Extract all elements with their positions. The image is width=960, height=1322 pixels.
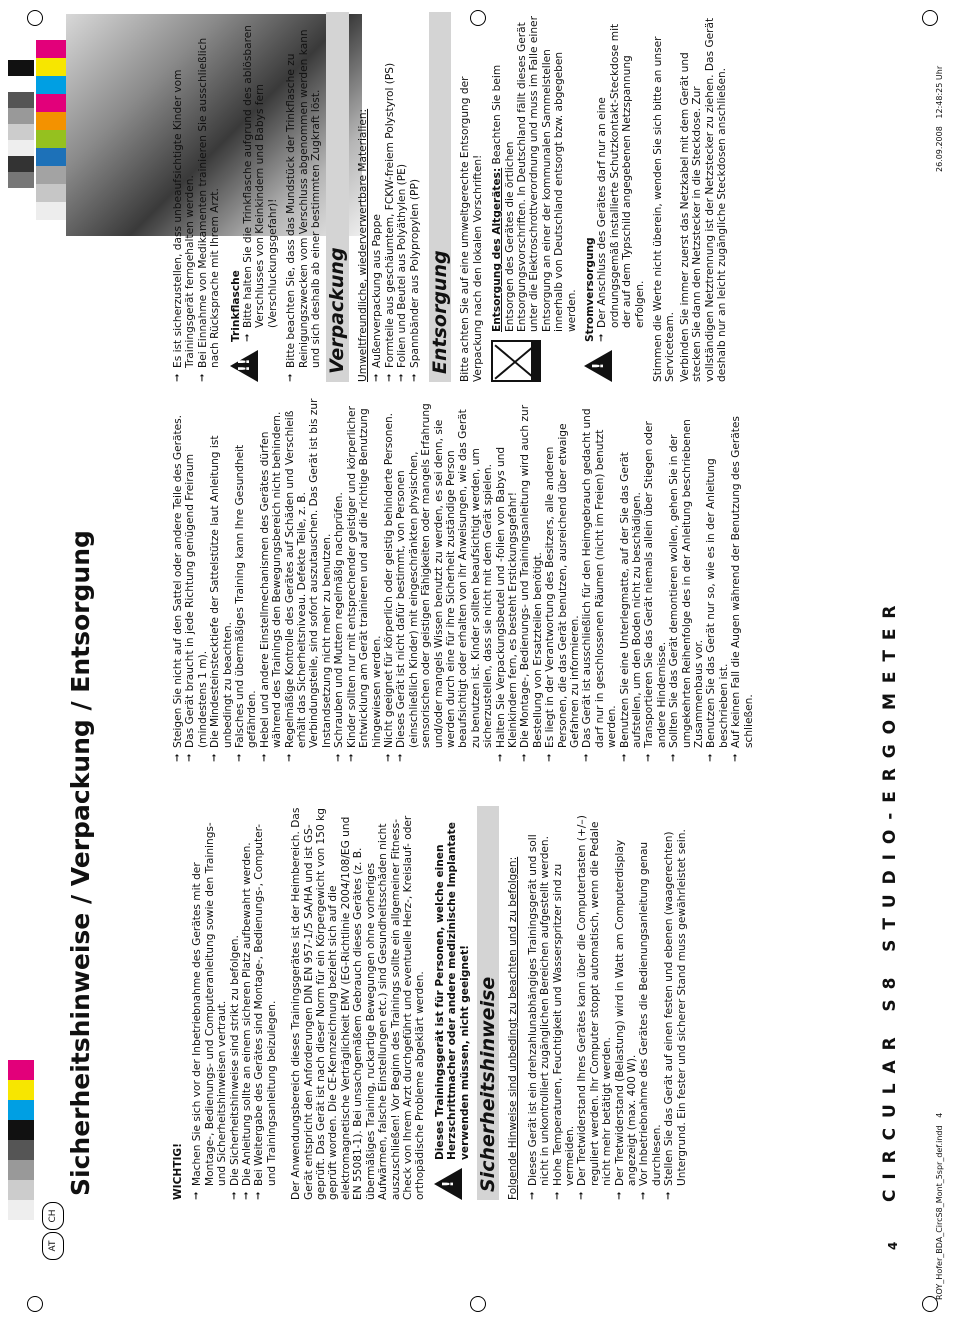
safety-item: ➞ Stellen Sie das Gerät auf einen festen und ebenen (waagerechten) Untergrund. Ein fester und sicherer Stand muss gewährleistet sein. [663, 829, 688, 1200]
pacemaker-warning-text: Dieses Trainingsgerät ist für Personen, welche einen Herzschrittmacher oder andere medizinische Implantate verwenden müssen, nicht geeignet! [433, 822, 471, 1160]
section-header-packaging: Verpackung [326, 12, 348, 382]
wichtig-item: ➞ Machen Sie sich vor der Inbetriebnahme des Gerätes mit der Montage-, Bedienungs- und Computeranleitung sowie den Trainings- und Sicherheitshinweisen vertraut. [191, 822, 229, 1200]
safety-item: ➞ Der Tretwiderstand (Belastung) wird in Watt am Computerdisplay angezeigt (max. 400 W). [613, 839, 638, 1200]
power-supply [584, 12, 646, 382]
safety-item: ➞ Hebel und andere Einstellmechanismen des Gerätes dürfen während des Trainings den Bewegungsbereich nicht behindern. [258, 411, 284, 762]
country-badge-ch: CH [42, 1202, 64, 1230]
slug-file: ROY_Hofer_BDA_CircS8_Mont_5spr_def.indd 4 [935, 1112, 944, 1300]
weee-disposal [491, 12, 578, 382]
safety-item: ➞ Transportieren Sie das Gerät niemals allein über Stiegen oder andere Hindernisse. [643, 421, 668, 762]
safety-item: ➞ Nicht geeignet für körperlich oder geistig behinderte Personen. [382, 412, 395, 762]
crossed-bin-icon [491, 340, 541, 382]
wichtig-item: ➞ Die Sicherheitshinweise sind strikt zu befolgen. [228, 935, 241, 1200]
intro-paragraph: Der Anwendungsbereich dieses Trainingsgerätes ist der Heimbereich. Das Gerät entspricht den Anforderungen DIN EN 957-1/5 SA/HA und ist GS-geprüft. Das Gerät ist nach dieser Norm für ein Körpergewicht von 150 kg geprüft worden. Die CE-Kennzeichnung bezieht sich auf die elektromagnetische Verträglichkeit EMV (EG-Richtlinie 2004/108/EG und EN 55081-1). Bei unsachgemäßem Gebrauch dieses Gerätes (z. B. übermäßiges Training, ruckartige Bewegungen ohne vorheriges Aufwärmen, falsche Einstellungen etc.) sind Gesundheitsschäden nicht auszuschließen! Vor Beginn des Trainings sollte ein allgemeiner Fitness-Check von Ihrem Arzt durchgeführt und eventuelle Herz-, Kreislauf- oder orthopädische Probleme abgeklärt werden. [290, 807, 427, 1200]
safety-item: ➞ Dieses Gerät ist nicht dafür bestimmt, von Personen (einschließlich Kinder) mit eingeschränkten physischen, sensorischen oder geistigen Fähigkeiten oder mangels Erfahrung und/oder mangels Wissen benutzt zu werden, es sei denn, sie werden durch eine für ihre Sicherheit zuständige Person beaufsichtigt oder erhalten von ihr Anweisungen, wie das Gerät zu benutzen ist. Kinder sollten beaufsichtigt werden, um sicherzustellen, dass sie nicht mit dem Gerät spielen. [395, 403, 495, 762]
safety-intro: Folgende Hinweise sind unbedingt zu beachten und zu befolgen: [507, 856, 520, 1200]
safety-item: ➞ Steigen Sie nicht auf den Sattel oder andere Teile des Gerätes. [172, 414, 184, 762]
weee-label: Entsorgung des Altgerätes: [491, 167, 504, 332]
safety-item: ➞ Benutzen Sie das Gerät nur so, wie es in der Anleitung beschrieben ist. [705, 458, 730, 762]
column-3 [172, 12, 735, 382]
country-badge-at: AT [42, 1232, 64, 1260]
safety-item: ➞ Falsches und übermäßiges Training kann Ihre Gesundheit gefährden. [234, 444, 259, 762]
weee-body: Beachten Sie beim Entsorgen des Gerätes die örtlichen Entsorgungsvorschriften. In Deutschland fällt dieses Gerät unter die Elektroschrottverordnung und muss im Falle einer Entsorgung an einer der kommunalen Sammelstellen innerhalb von Deutschland entsorgt bzw. abgegeben werden. [491, 16, 578, 332]
bottle-warning-text: ➞ Bitte halten Sie die Trinkflasche aufgrund des ablösbaren Verschlusses von Kleinkindern und Babys fern (Verschluckungsgefahr)! [242, 25, 279, 342]
section-header-disposal: Entsorgung [429, 12, 451, 382]
bottle-title: Trinkflasche [229, 270, 242, 342]
pacemaker-warning [434, 806, 471, 1200]
warning-icon: ! [584, 350, 612, 382]
column-1 [172, 806, 688, 1200]
page-title: Sicherheitshinweise / Verpackung / Entsorgung [66, 530, 95, 1196]
safety-item: ➞ Kinder sollten nur mit entsprechender geistiger und körperlicher Entwicklung am Gerät trainieren und auf die richtige Benutzung hingewiesen werden. [345, 406, 383, 762]
section-header-safety: Sicherheitshinweise [477, 806, 499, 1200]
packaging-item: ➞ Folien und Beutel aus Polyäthylen (PE) [396, 163, 409, 382]
safety-item: ➞ Das Gerät ist ausschließlich für den Heimgebrauch gedacht und darf nur in geschlossenen Räumen (nicht im Freien) benutzt werden. [581, 408, 619, 762]
power-text: Stimmen die Werte nicht überein, wenden Sie sich bitte an unser Serviceteam. [652, 36, 677, 382]
safety-item: ➞ Vor Inbetriebnahme des Gerätes die Bedienungsanleitung genau durchlesen. [638, 841, 663, 1200]
safety-item: ➞ Der Tretwiderstand Ihres Gerätes kann über die Computertasten (+/–) reguliert werden. Ihr Computer stoppt automatisch, wenn die Pedale nicht mehr betätigt werden. [576, 815, 614, 1200]
disposal-text: Bitte achten Sie auf eine umweltgerechte Entsorgung der Verpackung nach den lokalen Vorschriften! [459, 76, 484, 382]
safety-item: ➞ Dieses Gerät ist ein drehzahlunabhängiges Trainingsgerät und soll nicht in unkontrolliert zugänglichen Bereichen aufgestellt werden. [526, 834, 552, 1200]
wichtig-item: ➞ Die Anleitung sollte an einem sicheren Platz aufbewahrt werden. [241, 842, 254, 1200]
column-2 [172, 398, 755, 762]
warning-icon: ! [434, 1168, 462, 1200]
safety-item: ➞ Die Montage-, Bedienungs- und Trainingsanleitung wird auch zur Bestellung von Ersatzteilen benötigt. [519, 404, 544, 762]
weee-text [491, 12, 578, 332]
product-name: C I R C U L A R S 8 S T U D I O - E R G O M E T E R [880, 603, 900, 1202]
safety-item: ➞ Regelmäßige Kontrolle des Gerätes auf Schäden und Verschleiß erhält das Sicherheitsniveau. Defekte Teile, z. B. Verbindungsteile, sind sofort auszutauschen. Das Gerät ist bis zur Instandsetzung nicht mehr zu benutzen. [283, 398, 333, 762]
wichtig-heading: WICHTIG! [172, 1143, 184, 1200]
power-title: Stromversorgung [583, 237, 596, 342]
safety-item: ➞ Bei Einnahme von Medikamenten trainieren Sie ausschließlich nach Rücksprache mit Ihrem Arzt. [196, 37, 222, 382]
page-number: 4 [886, 1241, 900, 1250]
safety-item: ➞ Es ist sicherzustellen, dass unbeaufsichtigte Kinder vom Trainingsgerät ferngehalten werden. [172, 69, 197, 382]
safety-item: ➞ Halten Sie Verpackungsbeutel und -folien von Babys und Kleinkindern fern, es besteht Erstickungsgefahr! [494, 446, 519, 762]
slug-date: 26.09.2008 12:48:25 Uhr [935, 65, 944, 172]
safety-item: ➞ Das Gerät braucht in jede Richtung genügend Freiraum (mindestens 1 m). [184, 453, 209, 762]
wichtig-item: ➞ Bei Weitergabe des Gerätes sind Montage-, Bedienungs-, Computer- und Trainingsanleitung beizulegen. [253, 823, 278, 1200]
safety-item: ➞ Schrauben und Muttern regelmäßig nachprüfen. [333, 492, 346, 762]
safety-item: ➞ Sollten Sie das Gerät demontieren wollen, gehen Sie in der umgekehrten Reihenfolge des in der Anleitung beschriebenen Zusammenbaus vor. [668, 419, 706, 762]
bottle-warning [230, 12, 280, 382]
packaging-intro: Umweltfreundliche, wiederverwertbare Materialien: [356, 108, 369, 382]
safety-item: ➞ Benutzen Sie eine Unterlegmatte, auf der Sie das Gerät aufstellen, um den Boden nicht zu beschädigen. [618, 452, 644, 762]
packaging-item: ➞ Formteile aus geschäumtem, FCKW-freiem Polystyrol (PS) [383, 62, 396, 382]
safety-item: ➞ Die Mindesteinstecktiefe der Sattelstütze laut Anleitung ist unbedingt zu beachten. [209, 435, 234, 762]
bottle-note: ➞ Bitte beachten Sie, dass das Mundstück der Trinkflasche zu Reinigungszwecken vom Verschluss abgenommen werden kann und sich deshalb ab einer bestimmten Zugkraft löst. [285, 29, 323, 382]
power-text-2: Verbinden Sie immer zuerst das Netzkabel mit dem Gerät und stecken Sie dann den Netzstecker in die Steckdose. Zur vollständigen Netztrennung ist der Netzstecker zu ziehen. Das Gerät deshalb nur an leicht zugängliche Steckdosen anschließen. [678, 17, 729, 382]
safety-item: ➞ Auf keinen Fall die Augen während der Benutzung des Gerätes schließen. [730, 416, 755, 762]
packaging-item: ➞ Außenverpackung aus Pappe [371, 214, 384, 382]
power-item: ➞ Der Anschluss des Gerätes darf nur an eine ordnungsgemäß installierte Schutzkontakt-Steckdose mit der auf dem Typschild angegebenen Netzspannung erfolgen. [596, 23, 646, 342]
safety-item: ➞ Es liegt in der Verantwortung des Besitzers, alle anderen Personen, die das Gerät benutzen, ausreichend über etwaige Gefahren zu informieren. [544, 423, 581, 762]
warning-icon: !! [230, 350, 258, 382]
packaging-item: ➞ Spannbänder aus Polypropylen (PP) [408, 179, 421, 382]
safety-item: ➞ Hohe Temperaturen, Feuchtigkeit und Wasserspritzer sind zu vermeiden. [551, 863, 576, 1200]
